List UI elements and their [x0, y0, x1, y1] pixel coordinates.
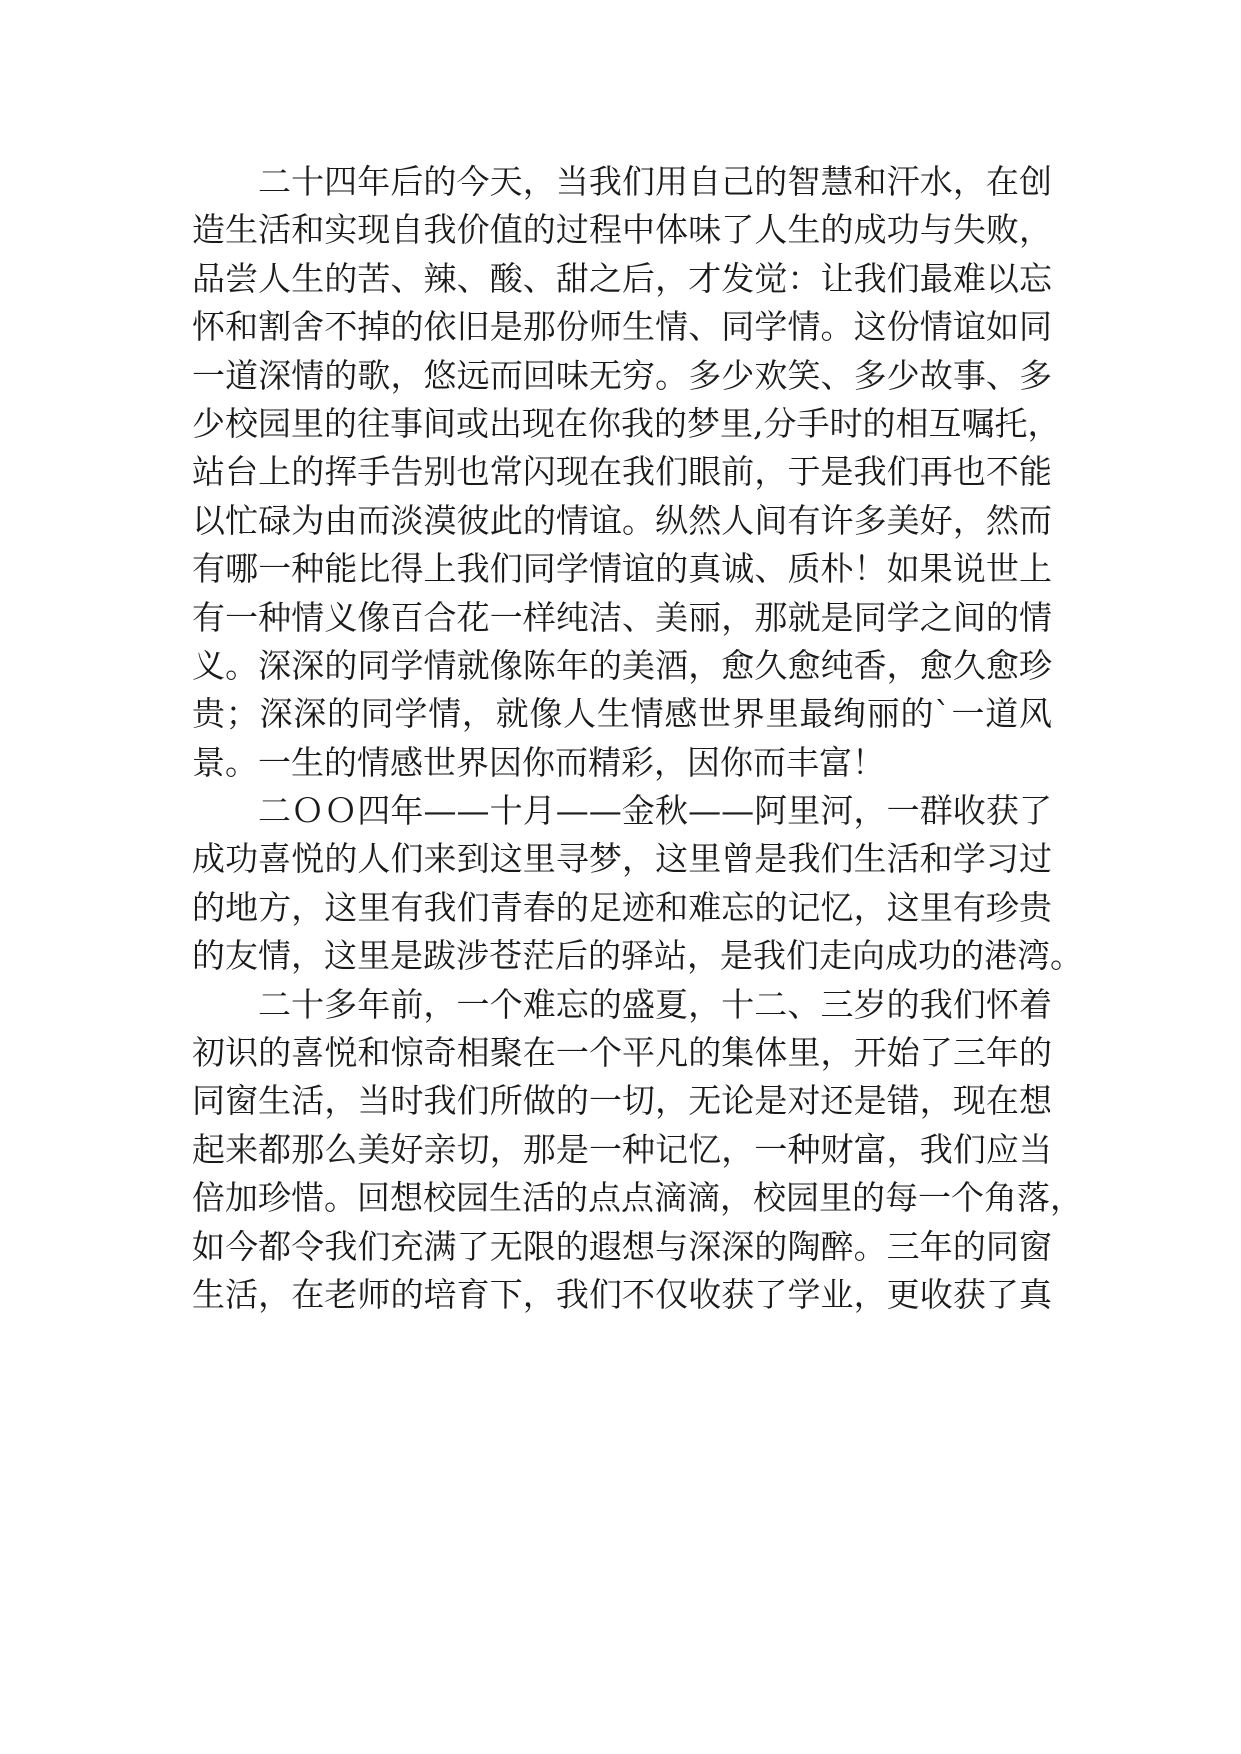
paragraph-1-line-11: 义。深深的同学情就像陈年的美酒，愈久愈纯香，愈久愈珍: [192, 645, 1052, 685]
paragraph-1-line-13: 景。一生的情感世界因你而精彩，因你而丰富！: [192, 742, 885, 782]
paragraph-2-line-3: 的地方，这里有我们青春的足迹和难忘的记忆，这里有珍贵: [192, 887, 1052, 927]
paragraph-2-line-4: 的友情，这里是跋涉苍茫后的驿站，是我们走向成功的港湾。: [192, 936, 1083, 976]
paragraph-3-line-6: 如今都令我们充满了无限的遐想与深深的陶醉。三年的同窗: [192, 1226, 1052, 1266]
paragraph-2-line-2: 成功喜悦的人们来到这里寻梦，这里曾是我们生活和学习过: [192, 839, 1052, 879]
paragraph-1-line-3: 品尝人生的苦、辣、酸、甜之后，才发觉：让我们最难以忘: [192, 258, 1052, 298]
paragraph-1-line-4: 怀和割舍不掉的依旧是那份师生情、同学情。这份情谊如同: [192, 307, 1052, 347]
paragraph-1-line-5: 一道深情的歌，悠远而回味无穷。多少欢笑、多少故事、多: [192, 355, 1052, 395]
paragraph-1-line-7: 站台上的挥手告别也常闪现在我们眼前，于是我们再也不能: [192, 452, 1052, 492]
paragraph-1-line-1: 二十四年后的今天，当我们用自己的智慧和汗水，在创: [258, 162, 1052, 201]
paragraph-1-line-10: 有一种情义像百合花一样纯洁、美丽，那就是同学之间的情: [192, 597, 1052, 637]
paragraph-1-line-2: 造生活和实现自我价值的过程中体味了人生的成功与失败，: [192, 210, 1052, 250]
paragraph-1-line-12: 贵；深深的同学情，就像人生情感世界里最绚丽的`一道风: [192, 694, 1052, 734]
paragraph-3-line-5: 倍加珍惜。回想校园生活的点点滴滴，校园里的每一个角落，: [192, 1178, 1083, 1218]
paragraph-3-line-1: 二十多年前，一个难忘的盛夏，十二、三岁的我们怀着: [258, 984, 1052, 1024]
paragraph-3-line-4: 起来都那么美好亲切，那是一种记忆，一种财富，我们应当: [192, 1129, 1052, 1169]
paragraph-3-line-3: 同窗生活，当时我们所做的一切，无论是对还是错，现在想: [192, 1081, 1052, 1121]
paragraph-2-line-1: 二ＯＯ四年——十月——金秋——阿里河，一群收获了: [258, 791, 1052, 831]
paragraph-3-line-2: 初识的喜悦和惊奇相聚在一个平凡的集体里，开始了三年的: [192, 1033, 1052, 1073]
body-text: [192, 158, 1083, 1319]
paragraph-3-line-7: 生活，在老师的培育下，我们不仅收获了学业，更收获了真: [192, 1274, 1052, 1314]
paragraph-1-line-8: 以忙碌为由而淡漠彼此的情谊。纵然人间有许多美好，然而: [192, 500, 1052, 540]
paragraph-1-line-6: 少校园里的往事间或出现在你我的梦里,分手时的相互嘱托，: [192, 403, 1061, 443]
paragraph-1-line-9: 有哪一种能比得上我们同学情谊的真诚、质朴！如果说世上: [192, 549, 1052, 589]
